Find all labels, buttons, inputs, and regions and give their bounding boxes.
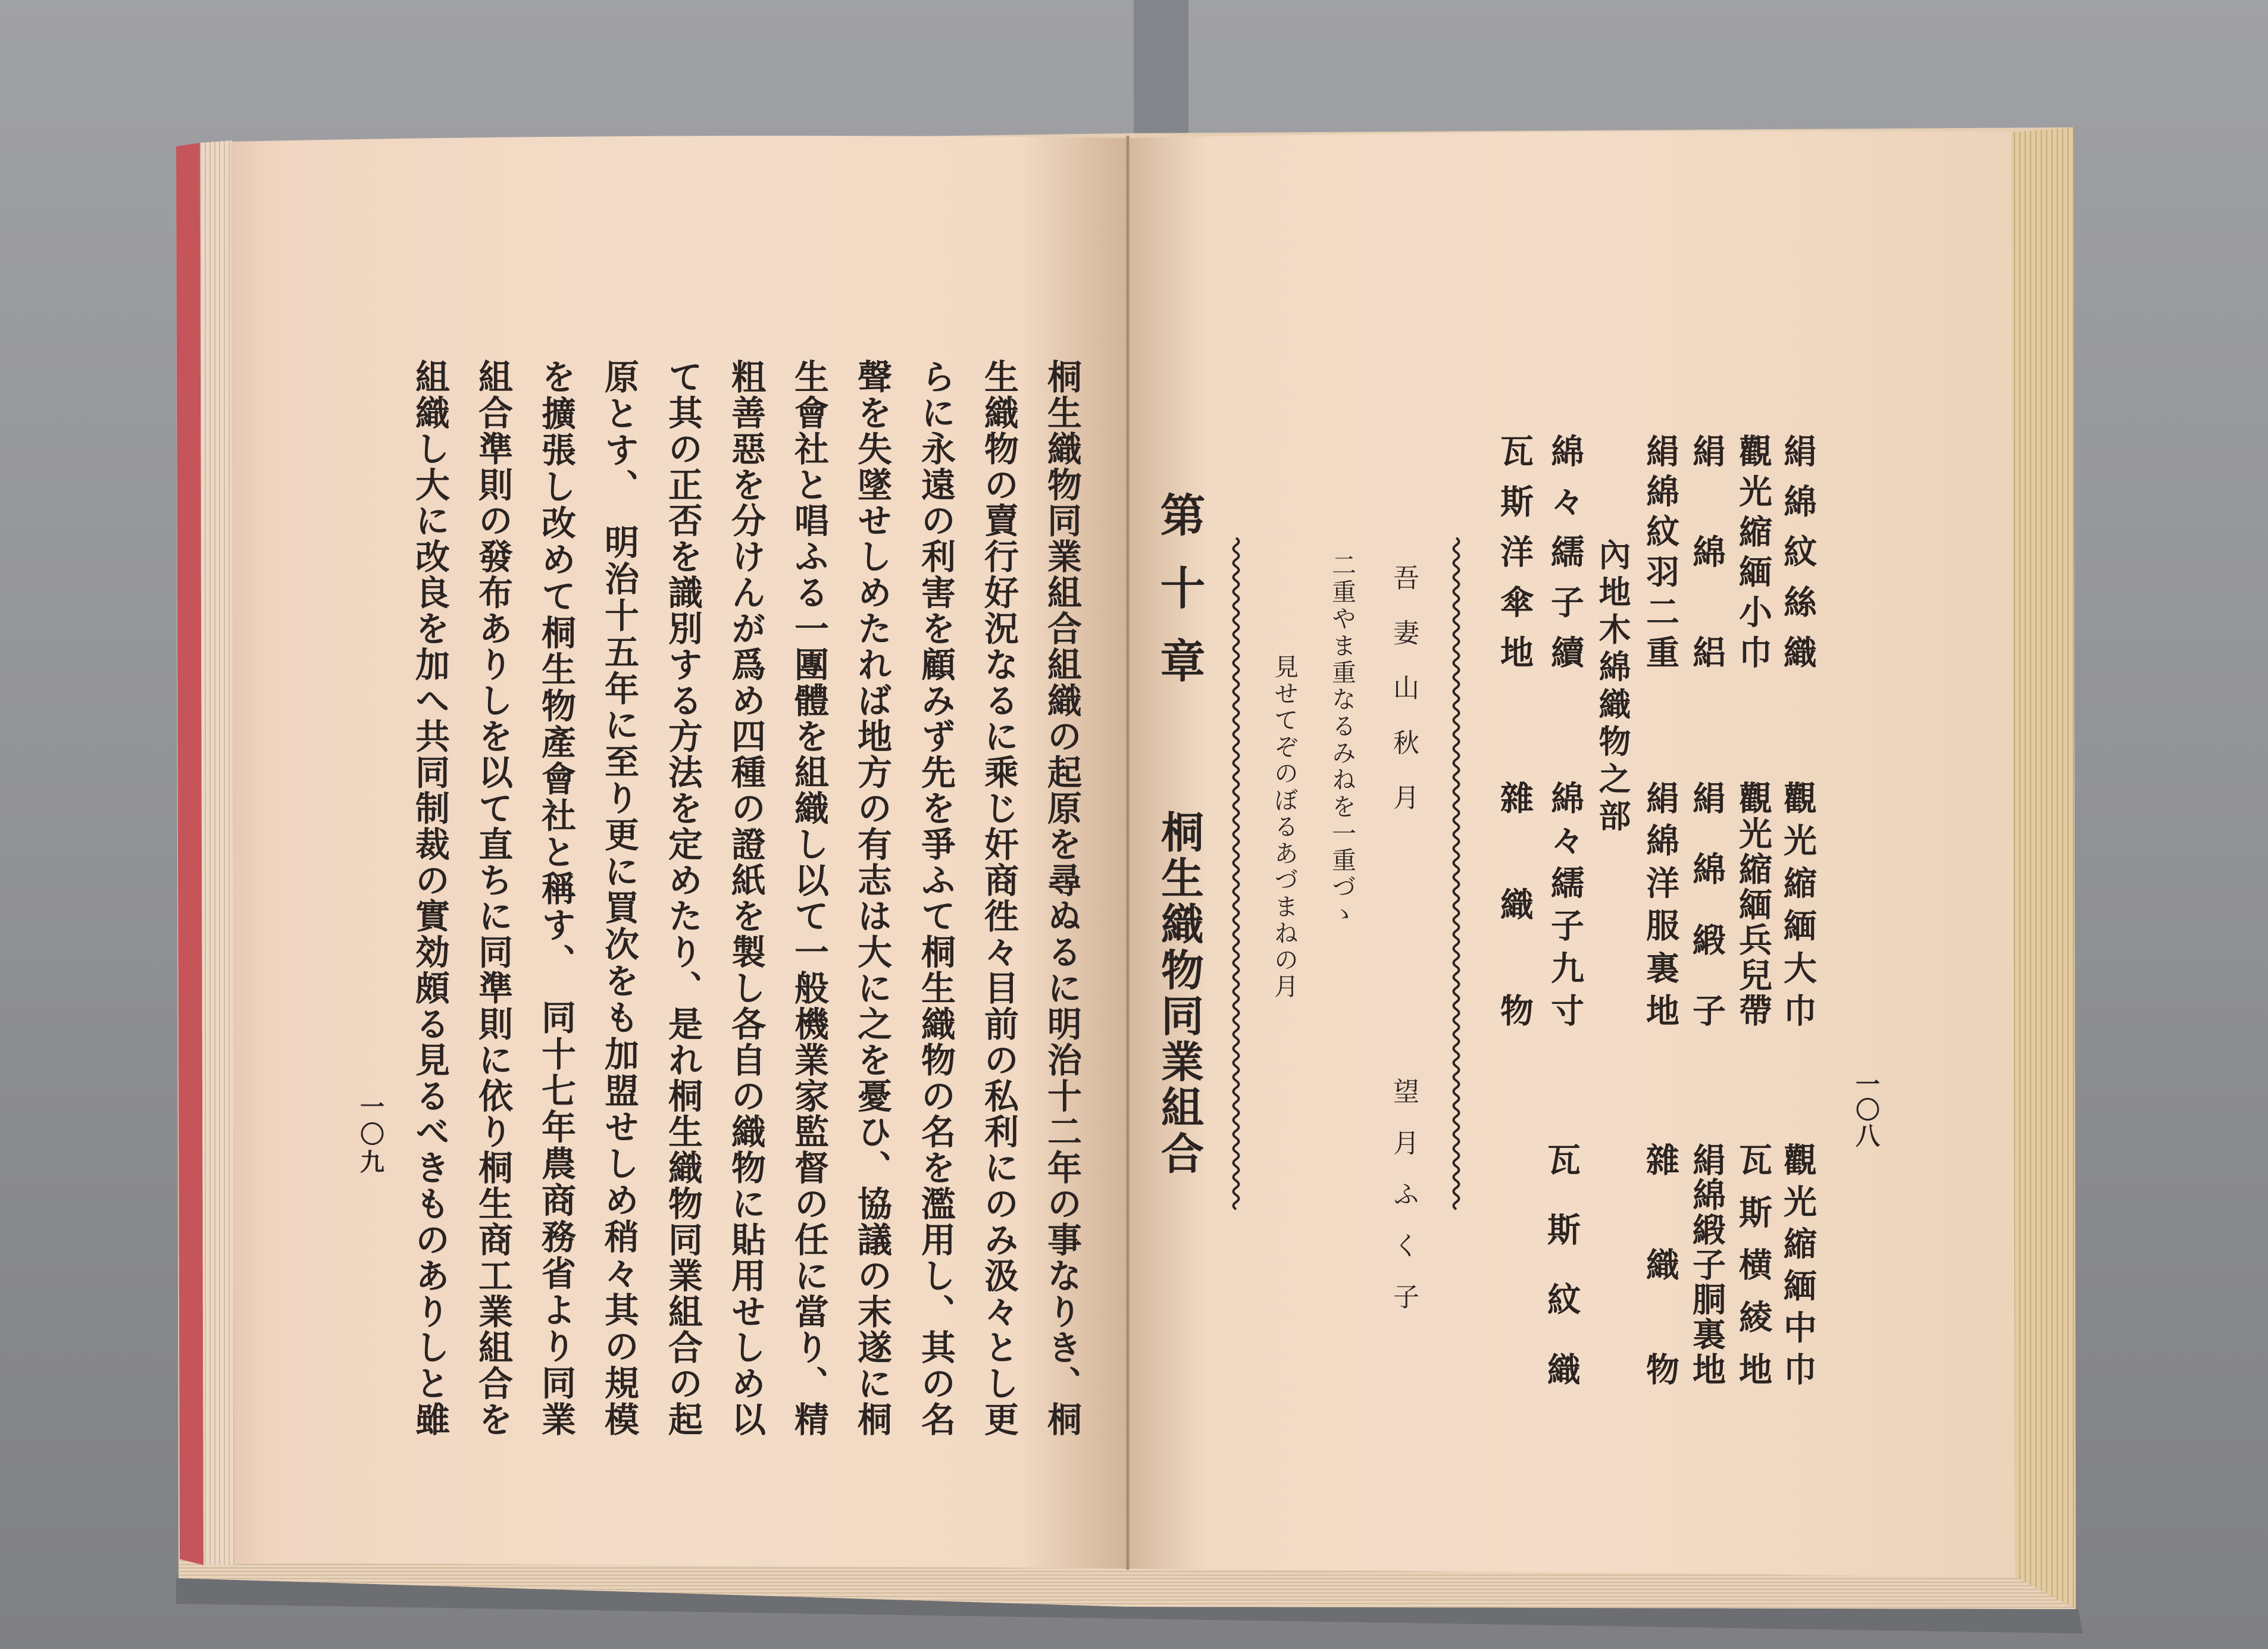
text-column: らに永遠の利害を顧みず先を爭ふて桐生織物の名を濫用し、其の名 — [915, 359, 956, 1437]
text-column: 桐生織物同業組合組織の起原を尋ぬるに明治十二年の事なりき、桐 — [1041, 359, 1082, 1436]
list-item: 絹綿紋羽二重 — [1641, 434, 1680, 668]
left-page-stack — [200, 140, 234, 1565]
text-column: を擴張し改めて桐生物產會社と稱す、 同十七年農商務省より同業 — [536, 359, 576, 1437]
list-item: 絹綿緞子胴裏地 — [1687, 1143, 1726, 1385]
text-column: 聲を失墜せしめたれば地方の有志は大に之を憂ひ、協議の末遂に桐 — [852, 359, 892, 1437]
list-item: 綿々繻子九寸 — [1546, 781, 1585, 1027]
poem-line: 二重やま重なるみねを一重づゝ — [1328, 552, 1356, 925]
right-page-stack — [2012, 127, 2076, 1609]
poem-author: 望月ふく子 — [1388, 1078, 1419, 1309]
text-column: 組合準則の發布ありしを以て直ちに同準則に依り桐生商工業組合を — [473, 359, 513, 1437]
bookmark-strip — [1134, 0, 1188, 149]
text-column: 原とす、 明治十五年に至り更に買次をも加盟せしめ稍々其の規模 — [599, 359, 639, 1437]
poem-title: 吾妻山秋月 — [1388, 564, 1419, 810]
text-column: 組織し大に改良を加へ共同制裁の實効頗る見るべきものありしと雖 — [409, 359, 450, 1437]
list-item: 綿々繻子續 — [1546, 434, 1585, 668]
chapter-title: 桐生織物同業組合 — [1154, 810, 1205, 1174]
page-number-left: 一〇九 — [356, 1094, 384, 1174]
list-item: 雜織物 — [1495, 781, 1534, 1027]
fore-edge-red — [176, 143, 204, 1565]
list-item: 瓦斯洋傘地 — [1495, 434, 1534, 668]
poem-line: 見せてぞのぼるあづまねの月 — [1270, 654, 1299, 998]
list-item: 絹綿紋絲織 — [1778, 434, 1817, 668]
list-item: 觀光縮緬中巾 — [1778, 1143, 1817, 1385]
text-column: て其の正否を識別する方法を定めたり、是れ桐生織物同業組合の起 — [662, 359, 703, 1437]
list-item: 絹綿洋服裏地 — [1641, 781, 1680, 1027]
list-item: 雜織物 — [1641, 1143, 1680, 1385]
list-item: 瓦斯紋織 — [1542, 1143, 1581, 1385]
list-item: 觀光縮緬小巾 — [1734, 434, 1773, 668]
list-item: 瓦斯横綾地 — [1734, 1143, 1773, 1385]
text-column: 粗善惡を分けんが爲め四種の證紙を製し各自の織物に貼用せしめ以 — [725, 359, 766, 1437]
section-heading: 內地木綿織物之部 — [1594, 538, 1632, 831]
text-column: 生織物の賣行好況なるに乘じ奸商徃々目前の私利にのみ汲々とし更 — [978, 359, 1019, 1437]
chapter-number: 第十章 — [1153, 492, 1206, 683]
list-item: 觀光縮緬大巾 — [1778, 781, 1817, 1027]
page-number-right: 一〇八 — [1851, 1071, 1880, 1147]
text-column: 生會社と唱ふる一團體を組織し以て一般機業家監督の任に當り、精 — [789, 359, 829, 1437]
list-item: 觀光縮緬兵兒帶 — [1734, 781, 1773, 1027]
list-item: 絹綿緞子 — [1687, 781, 1726, 1027]
list-item: 絹綿絽 — [1687, 434, 1726, 668]
